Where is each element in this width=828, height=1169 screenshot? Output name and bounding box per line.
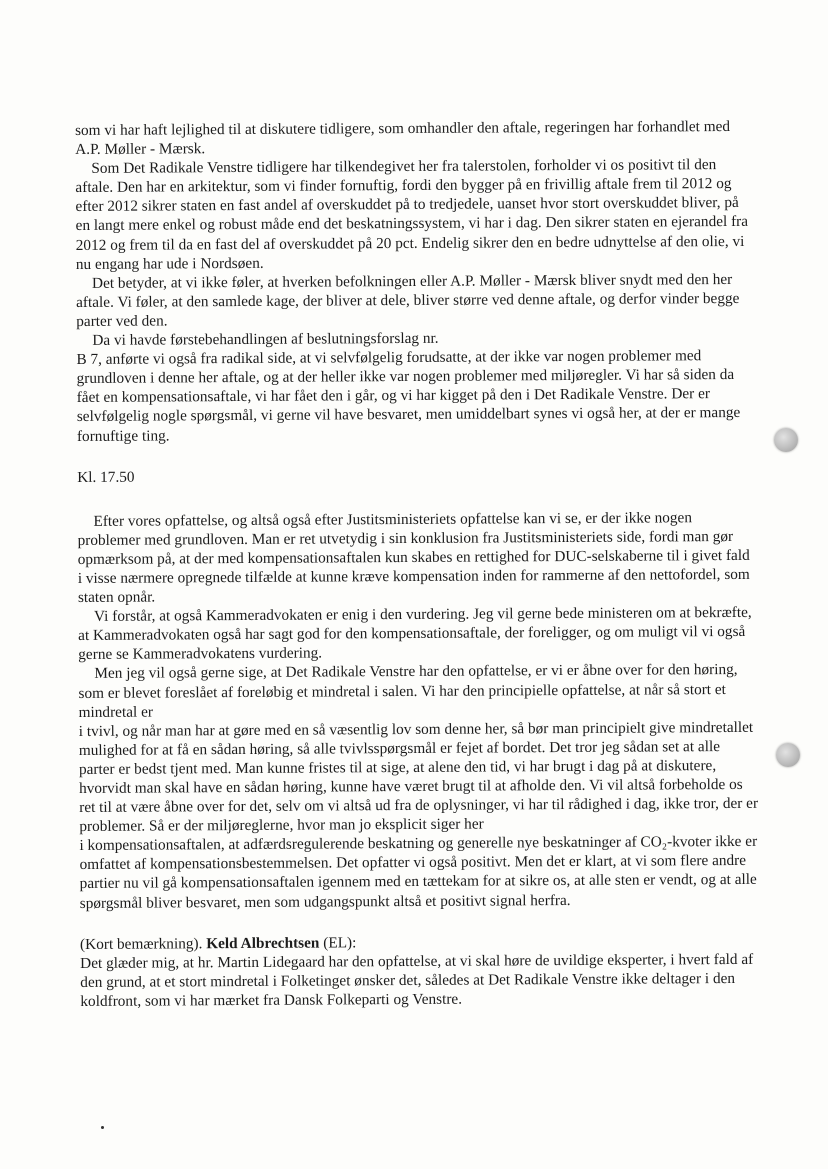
paragraph: Da vi havde førstebehandlingen af beslutningsforslag nr. [92,329,439,349]
paragraph: Som Det Radikale Venstre tidligere har tilkendegivet her fra talerstolen, forholder vi os positivt til den aftale. Den har en arkitektur, som vi finder fornuftig, fordi den bygger på en frivillig aftale frem til 2012 og efter 2012 sikrer staten en fast andel af overskuddet på to tredjedele, uanset hvor stort overskuddet bliver, på en langt mere enkel og robust måde end det beskatningssystem, vi har i dag. Den sikrer staten en ejerandel fra 2012 og frem til da en fast del af overskuddet på 20 pct. Endelig sikrer den en bedre udnyttelse af den olie, vi nu engang har ude i Nordsøen. [75,156,749,273]
time-marker: Kl. 17.50 [77,468,135,486]
punch-hole-icon [774,428,798,452]
scan-speck [101,1126,104,1129]
remark-prefix: (Kort bemærkning). [79,934,207,953]
speaker-name: Keld Albrechtsen [206,934,320,952]
paragraph: i kompensationsaftalen, at adfærdsregulerende beskatning og generelle nye beskatninger af CO₂-kvoter ikke er omfattet af kompensationsbestemmelsen. Det opfatter vi også positivt. Men det er klart, at vi som flere andre partier nu vil gå kompensationsaftalen igennem med en tættekam for at sikre os, at alle sten er vendt, og at alle spørgsmål bliver besvaret, men som udgangspunkt altså et positivt signal herfra. [79,833,758,912]
paragraph: Det glæder mig, at hr. Martin Lidegaard har den opfattelse, at vi skal høre de uvildige eksperter, i hvert fald af den grund, at et stort mindretal i Folketinget ønsker det, således at Det Radikale Venstre ikke deltager i den koldfront, som vi har mærket fra Dansk Folkeparti og Venstre. [80,950,754,1010]
paragraph: som vi har haft lejlighed til at diskutere tidligere, som omhandler den aftale, regeringen har forhandlet med A.P. Møller - Mærsk. [75,117,731,159]
paragraph: Efter vores opfattelse, og altså også efter Justitsministeriets opfattelse kan vi se, er der ikke nogen problemer med grundloven. Man er ret utvetydig i sin konklusion fra Justitsministeriets side, fordi man gør opmærksom på, at der med kompensationsaftalen kun skabes en rettighed for DUC-selskaberne til i givet fald i visse nærmere opregnede tilfælde at kunne kræve kompensation inden for rammerne af den nettofordel, som staten opnår. [77,508,750,607]
document-body [75,117,760,1011]
speaker-party: (EL): [319,933,357,952]
paragraph: Men jeg vil også gerne sige, at Det Radikale Venstre har den opfattelse, er vi er åbne over for den høring, som er blevet foreslået af foreløbig et mindretal i salen. Vi har den principielle opfattelse, at når så stort et mindretal er [78,661,738,721]
paragraph: B 7, anførte vi også fra radikal side, at vi selvfølgelig forudsatte, at der ikke var nogen problemer med grundloven i denne her aftale, og at der heller ikke var nogen problemer med miljøregler. Vi har så siden da fået en kompensationsaftale, vi har fået den i går, og vi har kigget på den i Det Radikale Venstre. Der er selvfølgelig nogle spørgsmål, vi gerne vil have besvaret, men umiddelbart synes vi også her, at der er mange fornuftige ting. [76,347,741,445]
paragraph: Vi forstår, at også Kammeradvokaten er enig i den vurdering. Jeg vil gerne bede ministeren om at bekræfte, at Kammeradvokaten også har sagt god for den kompensationsaftale, der foreligger, og om muligt vil vi også gerne se Kammeradvokatens vurdering. [78,604,752,664]
paragraph: i tvivl, og når man har at gøre med en så væsentlig lov som denne her, så bør man principielt give mindretallet mulighed for at få en sådan høring, så alle tvivlsspørgsmål er fejet af bordet. Det tror jeg sådan set at alle parter er bedst tjent med. Man kunne fristes til at sige, at alene den tid, vi har brugt i dag på at diskutere, hvorvidt man skal have en sådan høring, kunne have været brugt til at afholde den. Vi vil altså forbeholde os ret til at være åbne over for det, selv om vi altså ud fra de oplysninger, vi har til rådighed i dag, ikke tror, der er problemer. Så er der miljøreglerne, hvor man jo eksplicit siger her [78,718,759,836]
paragraph: Det betyder, at vi ikke føler, at hverken befolkningen eller A.P. Møller - Mærsk bliver snydt med den her aftale. Vi føler, at den samlede kage, der bliver at dele, bliver større ved denne aftale, og derfor vinder begge parter ved den. [76,270,740,330]
punch-hole-icon [776,743,800,767]
